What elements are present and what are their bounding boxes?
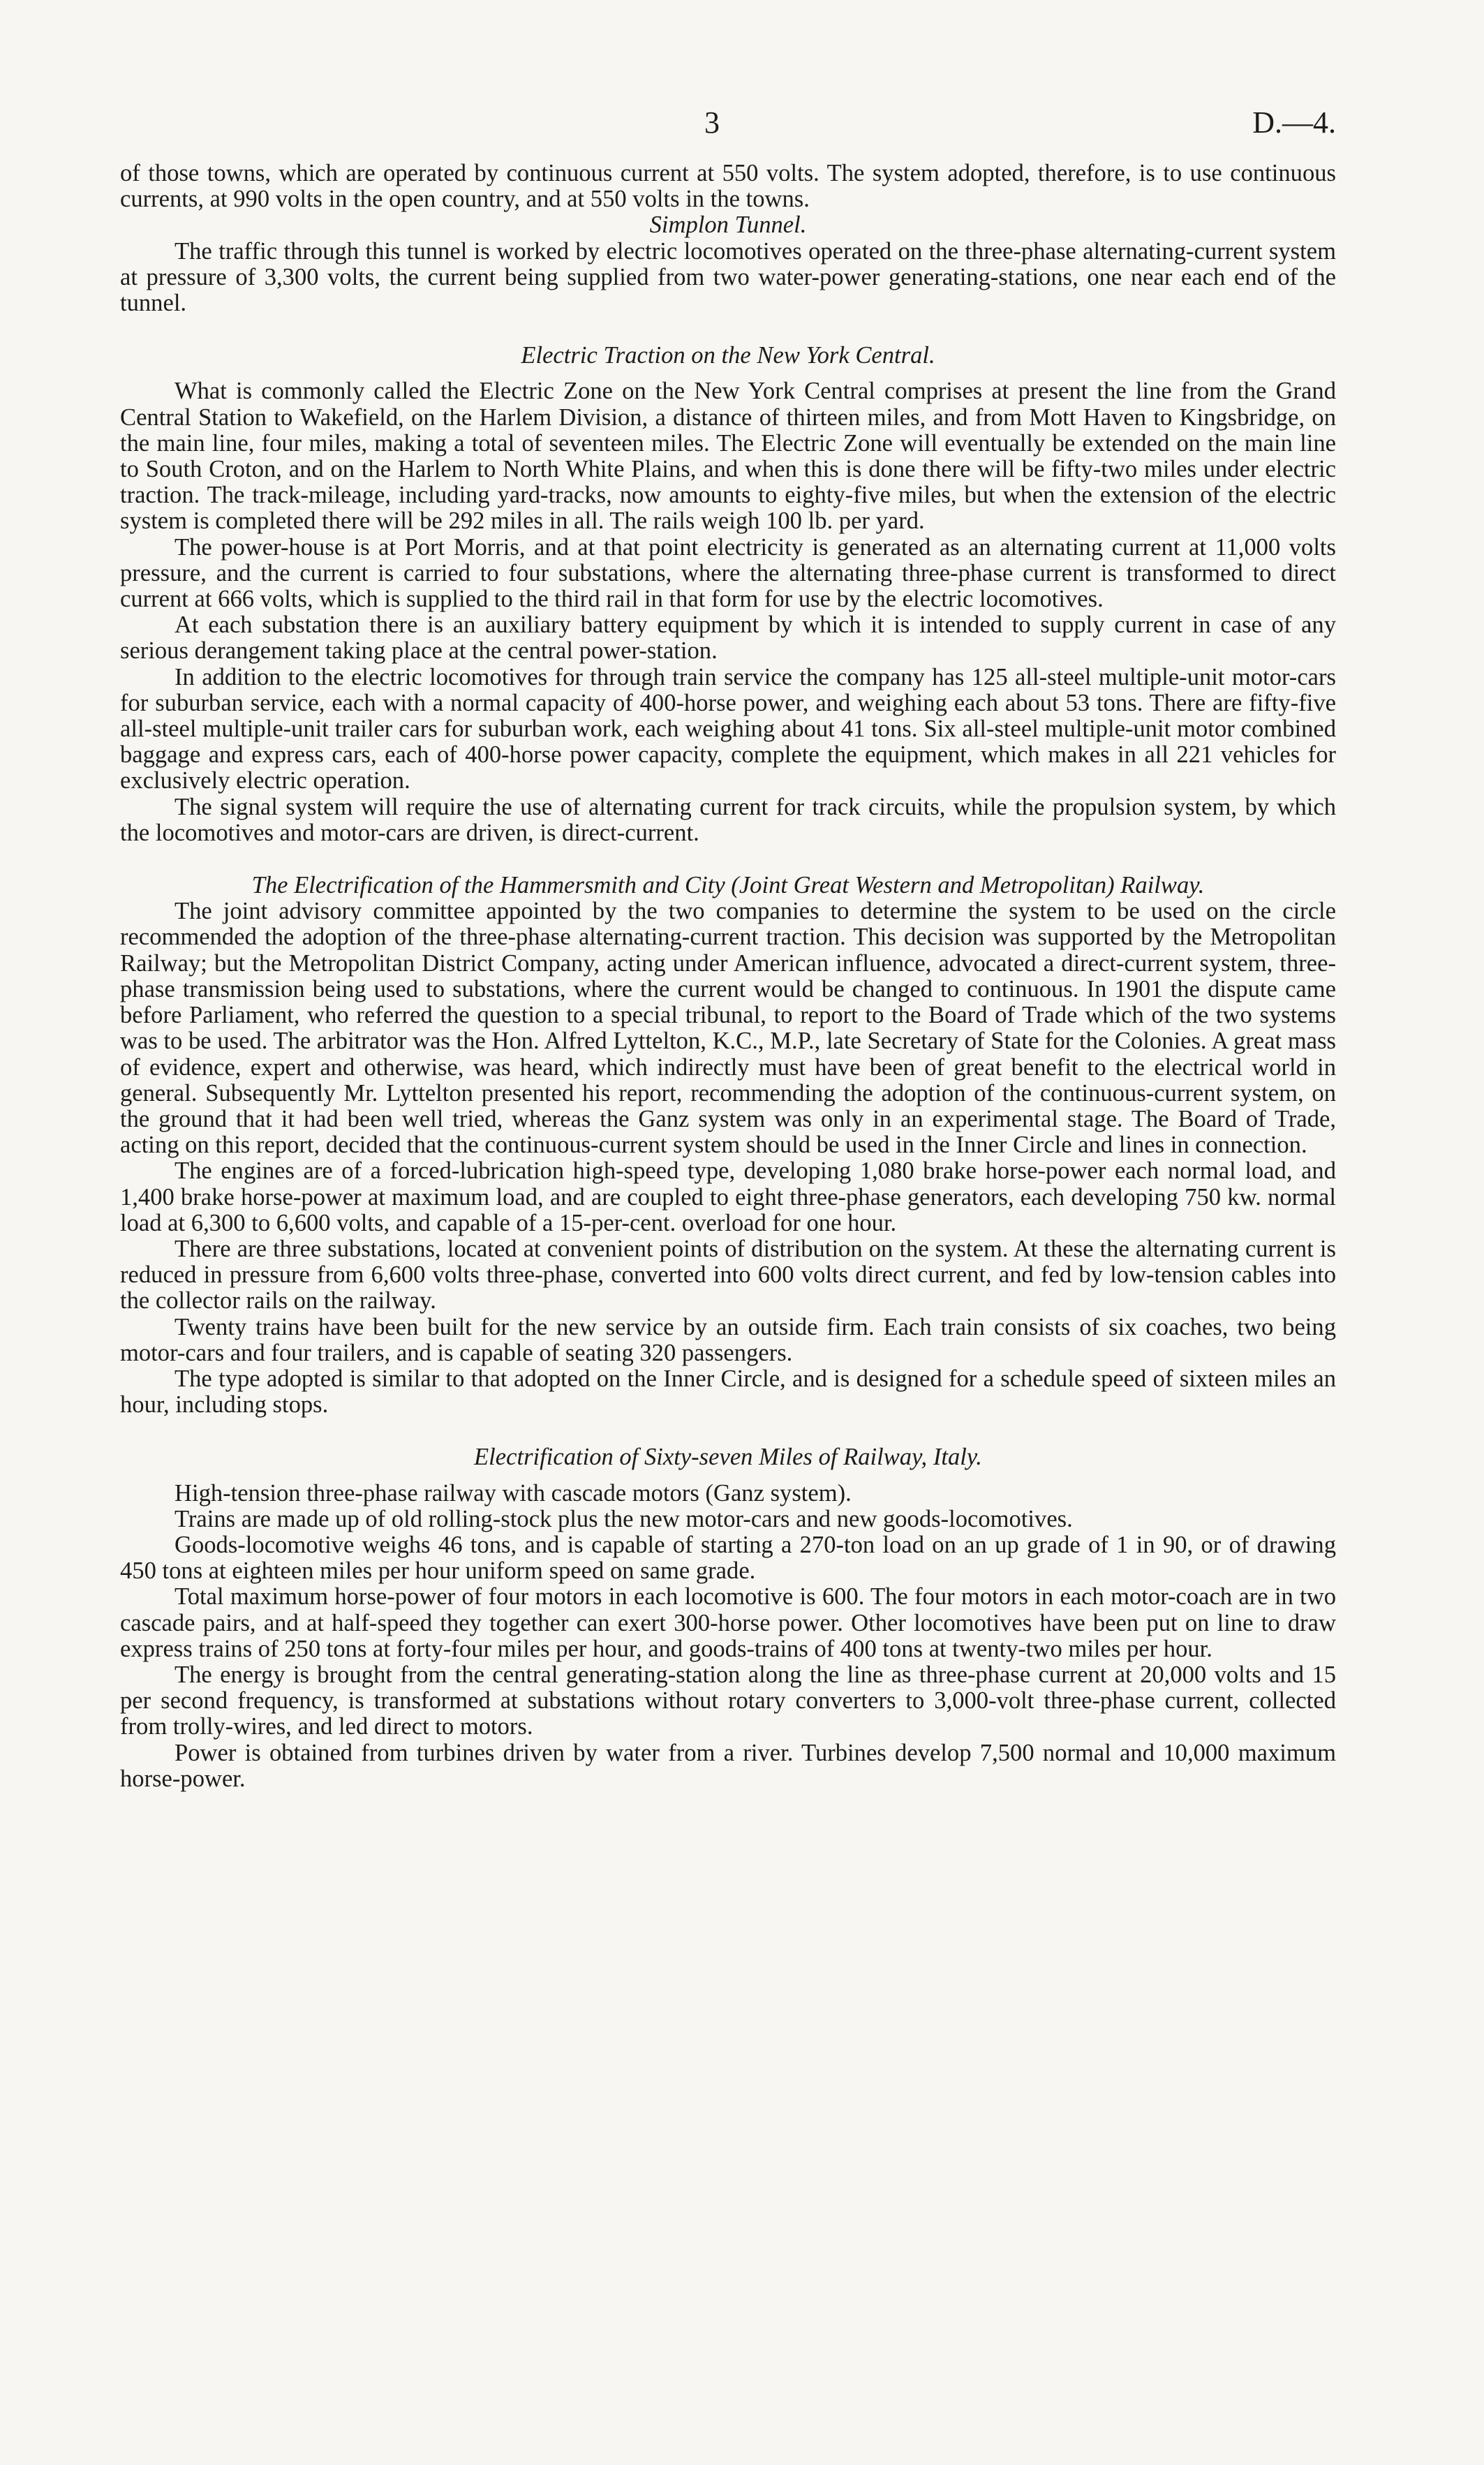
paragraph: The joint advisory committee appointed by the two companies to determine the system to be used on the circle recommended the adoption of the three-phase alternating-current traction. This decision was supported by the Metropolitan Railway; but the Metropolitan District Company, acting under American influence, advocated a direct-current system, three-phase transmission being used to substations, where the current would be changed to continuous. In 1901 the dispute came before Parliament, who referred the question to a special tribunal, to report to the Board of Trade which of the two systems was to be used. The arbitrator was the Hon. Alfred Lyttelton, K.C., M.P., late Secretary of State for the Colonies. A great mass of evidence, expert and otherwise, was heard, which indirectly must have been of great benefit to the electrical world in general. Subsequently Mr. Lyttelton presented his report, recommending the adoption of the continuous-current system, on the ground that it had been well tried, whereas the Ganz system was only in an experimental stage. The Board of Trade, acting on this report, decided that the continuous-current system should be used in the Inner Circle and lines in connection.	[120, 898, 1336, 1159]
paragraph: Goods-locomotive weighs 46 tons, and is capable of starting a 270-ton load on an up grade of 1 in 90, or of drawing 450 tons at eighteen miles per hour uniform speed on same grade.	[120, 1531, 1336, 1585]
paragraph: Power is obtained from turbines driven by water from a river. Turbines develop 7,500 normal and 10,000 maximum horse-power.	[120, 1739, 1336, 1792]
paragraph: High-tension three-phase railway with cascade motors (Ganz system).	[175, 1479, 852, 1507]
section-heading: Electric Traction on the New York Central.	[521, 342, 935, 369]
document-body	[120, 161, 1336, 1792]
page-header	[120, 105, 1336, 161]
paragraph: The power-house is at Port Morris, and at that point electricity is generated as an alternating current at 11,000 volts pressure, and the current is carried to four substations, where the alternating three-phase current is transformed to direct current at 666 volts, which is supplied to the third rail in that form for use by the electric locomotives.	[120, 533, 1336, 613]
paragraph: The signal system will require the use of alternating current for track circuits, while the propulsion system, by which the locomotives and motor-cars are driven, is direct-current.	[120, 793, 1336, 846]
paragraph: of those towns, which are operated by continuous current at 550 volts. The system adopted, therefore, is to use continuous currents, at 990 volts in the open country, and at 550 volts in the towns.	[120, 160, 1336, 213]
paragraph: Total maximum horse-power of four motors in each locomotive is 600. The four motors in each motor-coach are in two cascade pairs, and at half-speed they together can exert 300-horse power. Other locomotives have been put on line to draw express trains of 250 tons at forty-four miles per hour, and goods-trains of 400 tons at twenty-two miles per hour.	[120, 1583, 1336, 1662]
paragraph: What is commonly called the Electric Zone on the New York Central comprises at present the line from the Grand Central Station to Wakefield, on the Harlem Division, a distance of thirteen miles, and from Mott Haven to Kingsbridge, on the main line, four miles, making a total of seventeen miles. The Electric Zone will eventually be extended on the main line to South Croton, and on the Harlem to North White Plains, and when this is done there will be fifty-two miles under electric traction. The track-mileage, including yard-tracks, now amounts to eighty-five miles, but when the extension of the electric system is completed there will be 292 miles in all. The rails weigh 100 lb. per yard.	[120, 378, 1336, 535]
section-heading: Electrification of Sixty-seven Miles of Railway, Italy.	[474, 1444, 982, 1471]
section-heading: The Electrification of the Hammersmith and City (Joint Great Western and Metropolitan) Railway.	[251, 872, 1205, 899]
document-reference: D.—4.	[1252, 105, 1336, 140]
paragraph: At each substation there is an auxiliary battery equipment by which it is intended to supply current in case of any serious derangement taking place at the central power-station.	[120, 612, 1336, 665]
paragraph: In addition to the electric locomotives for through train service the company has 125 all-steel multiple-unit motor-cars for suburban service, each with a normal capacity of 400-horse power, and weighing each about 53 tons. There are fifty-five all-steel multiple-unit trailer cars for suburban work, each weighing about 41 tons. Six all-steel multiple-unit motor combined baggage and express cars, each of 400-horse power capacity, complete the equipment, which makes in all 221 vehicles for exclusively electric operation.	[120, 663, 1336, 794]
paragraph: The type adopted is similar to that adopted on the Inner Circle, and is designed for a schedule speed of sixteen miles an hour, including stops.	[120, 1365, 1336, 1419]
paragraph: Twenty trains have been built for the new service by an outside firm. Each train consists of six coaches, two being motor-cars and four trailers, and is capable of seating 320 passengers.	[120, 1313, 1336, 1366]
document-page	[120, 105, 1336, 1792]
page-number: 3	[704, 105, 720, 140]
paragraph: There are three substations, located at convenient points of distribution on the system. At these the alternating current is reduced in pressure from 6,600 volts three-phase, converted into 600 volts direct current, and fed by low-tension cables into the collector rails on the railway.	[120, 1235, 1336, 1315]
paragraph: The engines are of a forced-lubrication high-speed type, developing 1,080 brake horse-power each normal load, and 1,400 brake horse-power at maximum load, and are coupled to eight three-phase generators, each developing 750 kw. normal load at 6,300 to 6,600 volts, and capable of a 15-per-cent. overload for one hour.	[120, 1157, 1336, 1236]
paragraph: The traffic through this tunnel is worked by electric locomotives operated on the three-phase alternating-current system at pressure of 3,300 volts, the current being supplied from two water-power generating-stations, one near each end of the tunnel.	[120, 237, 1336, 317]
paragraph: Trains are made up of old rolling-stock plus the new motor-cars and new goods-locomotives.	[175, 1505, 1073, 1532]
section-heading: Simplon Tunnel.	[649, 212, 807, 239]
paragraph: The energy is brought from the central generating-station along the line as three-phase current at 20,000 volts and 15 per second frequency, is transformed at substations without rotary converters to 3,000-volt three-phase current, collected from trolly-wires, and led direct to motors.	[120, 1661, 1336, 1740]
